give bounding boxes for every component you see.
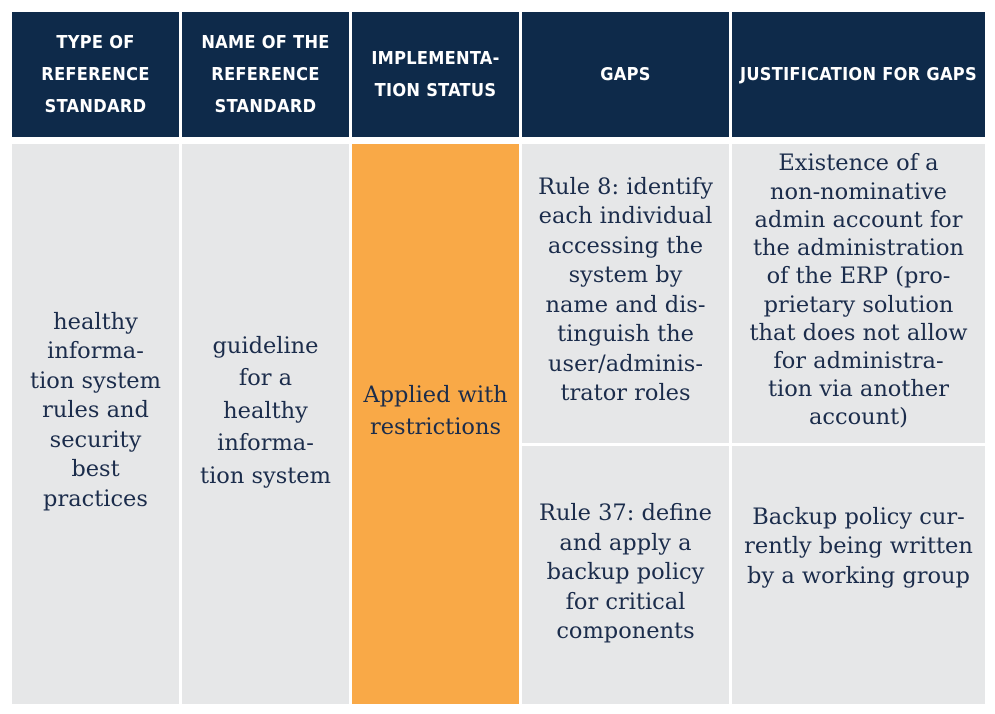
header-name-of-reference-standard: NAME OF THE REFERENCE STANDARD [182, 12, 349, 137]
cell-name-of-reference-standard: guideline for a healthy informa- tion system [182, 144, 349, 704]
cell-justification-rule-37: Backup policy cur- rently being written by a working group [732, 446, 985, 704]
cell-justification-rule-8: Existence of a non-nominative admin account for the administration of the ERP (pro- prietary solution that does not allow for administra- tion via another account) [732, 144, 985, 443]
cell-gap-rule-37: Rule 37: define and apply a backup policy for critical components [522, 446, 729, 704]
cell-implementation-status: Applied with restrictions [352, 144, 519, 704]
header-type-of-reference-standard: TYPE OF REFERENCE STANDARD [12, 12, 179, 137]
header-justification-for-gaps: JUSTIFICATION FOR GAPS [732, 12, 985, 137]
header-gaps: GAPS [522, 12, 729, 137]
cell-gap-rule-8: Rule 8: identify each individual accessing the system by name and dis- tinguish the user/adminis- trator roles [522, 144, 729, 443]
cell-type-of-reference-standard: healthy informa- tion system rules and security best practices [12, 144, 179, 704]
header-implementation-status: IMPLEMENTA- TION STATUS [352, 12, 519, 137]
